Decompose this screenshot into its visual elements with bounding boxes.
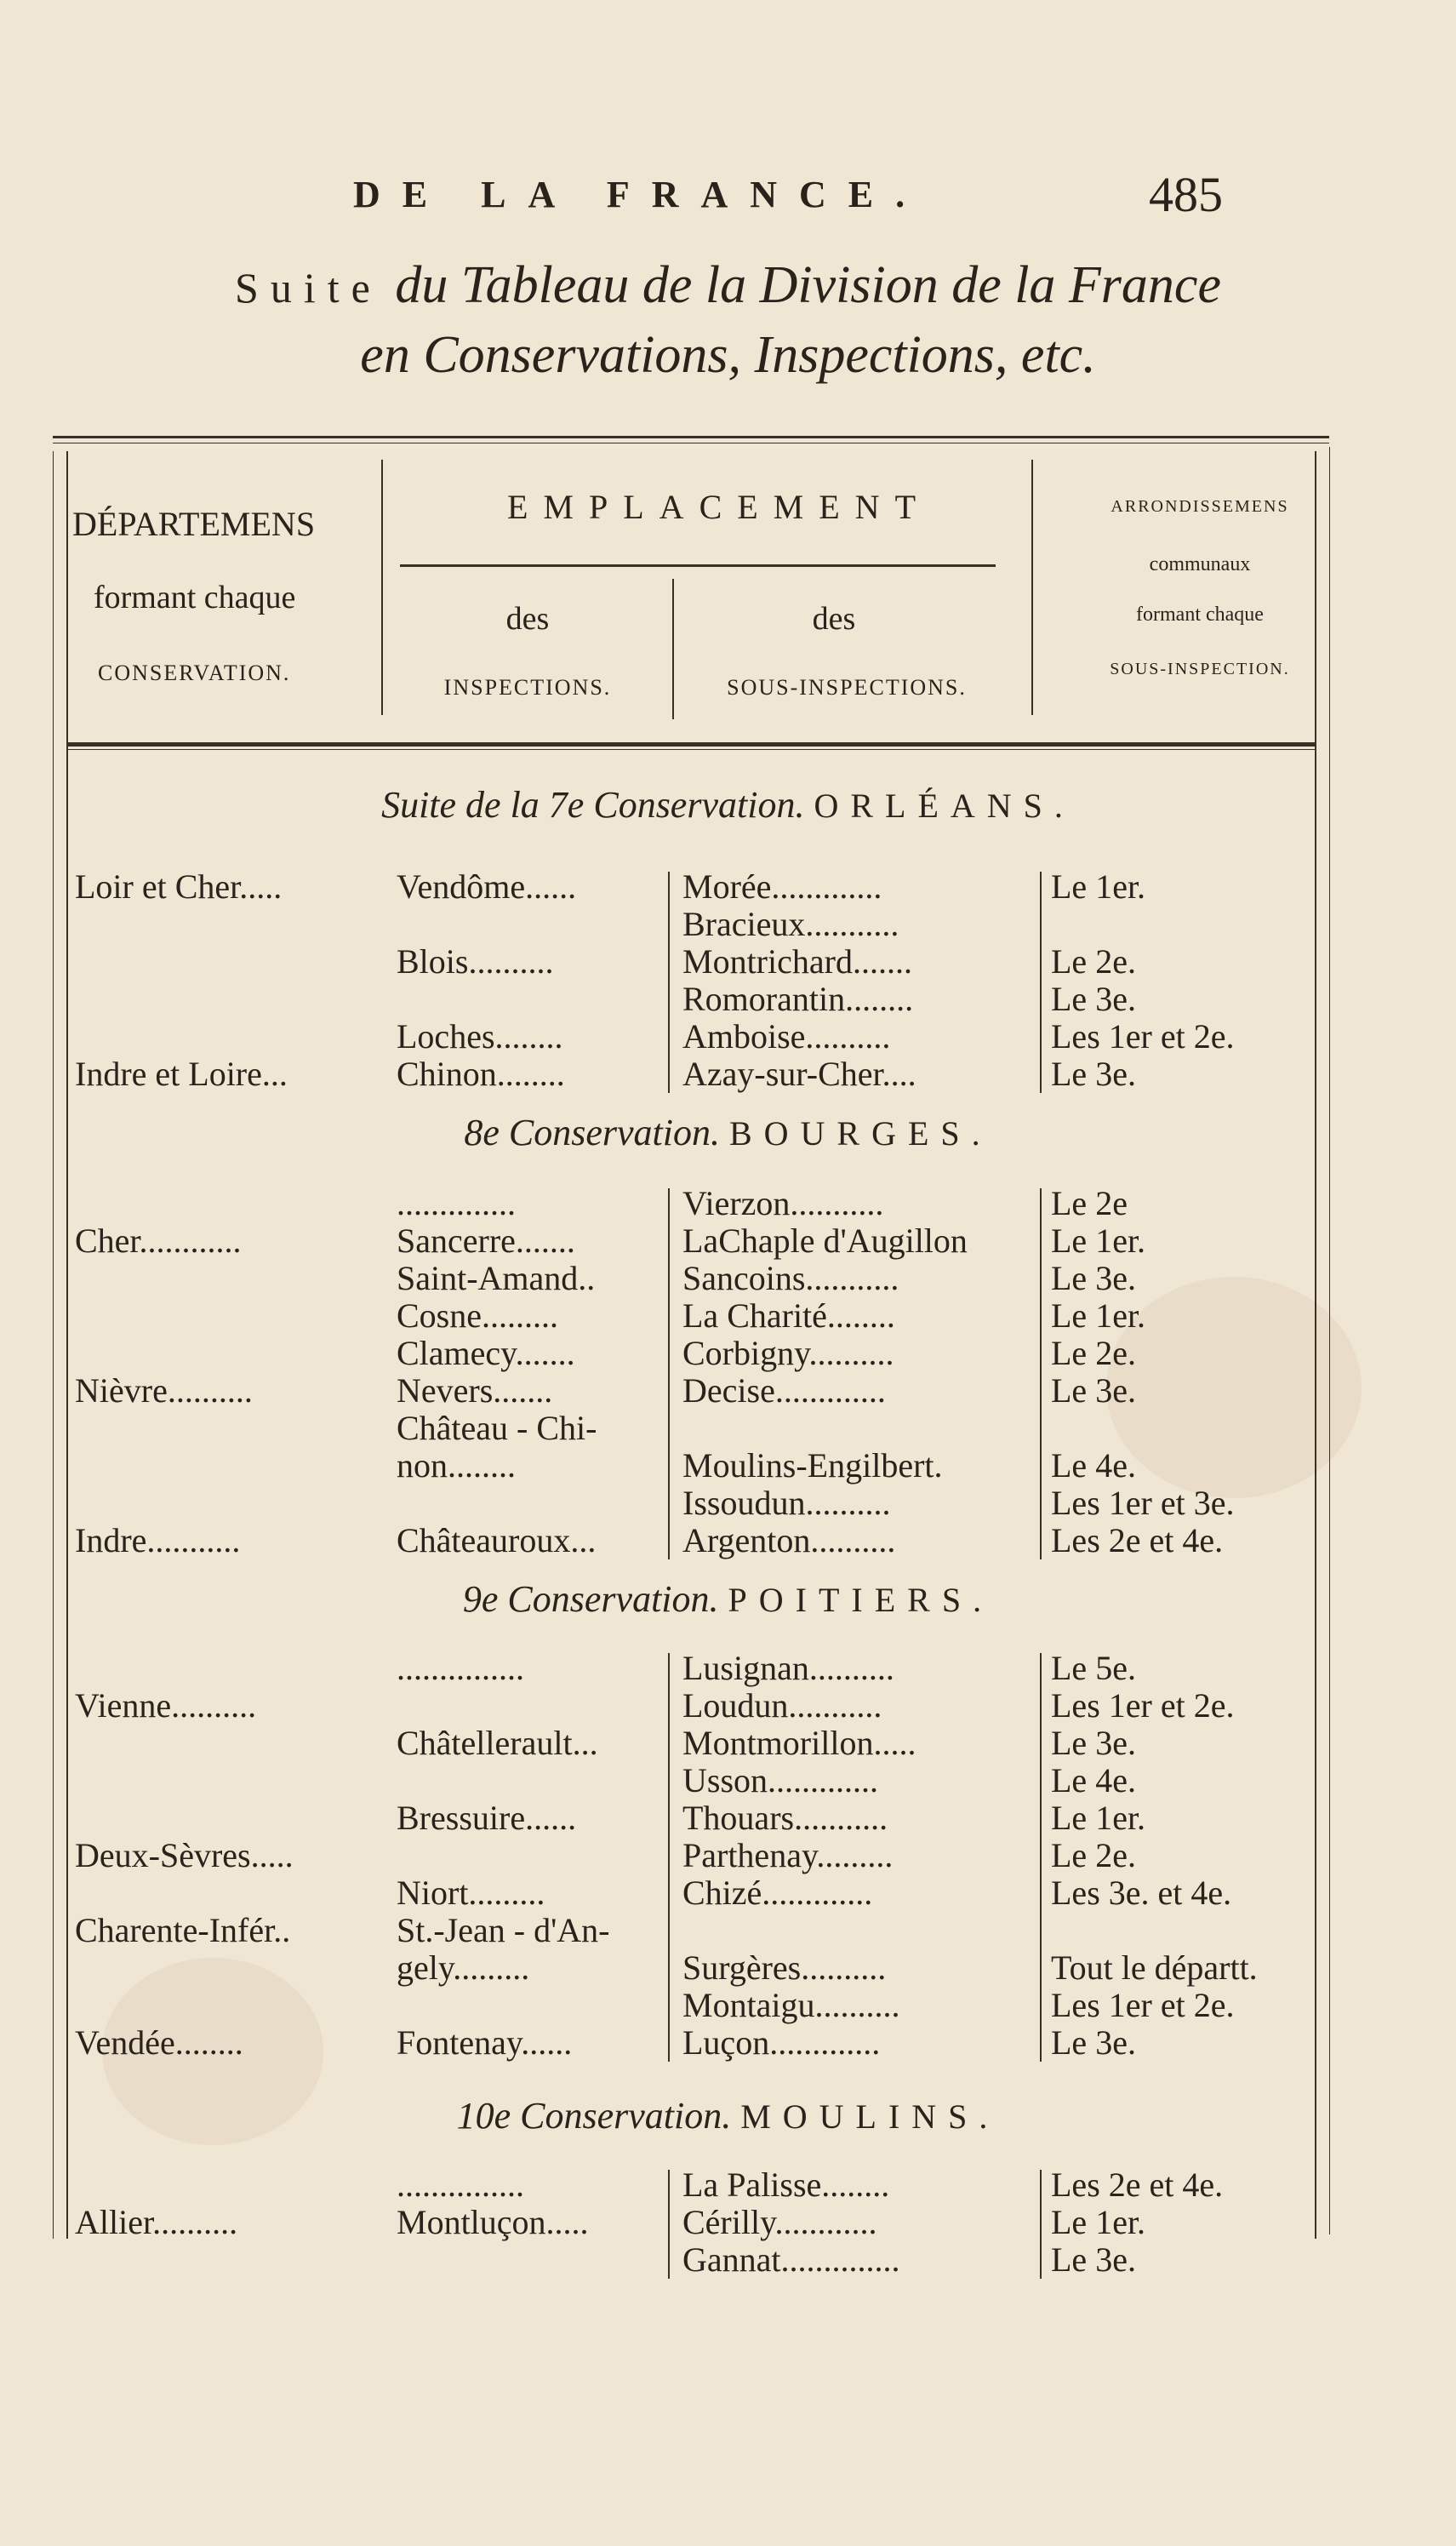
table-left-border-inner	[66, 451, 68, 2239]
cell-arr: Les 1er et 3e.	[1051, 1484, 1235, 1522]
section-head-9	[0, 1577, 1456, 1621]
header-arrondissemens: ARRONDISSEMENS	[1111, 497, 1289, 516]
cell-sous: Argenton..........	[682, 1521, 896, 1559]
cell-insp: Châtellerault...	[397, 1724, 598, 1762]
header-divider-1	[381, 460, 383, 715]
section-city: MOULINS.	[740, 2097, 1000, 2136]
cell-insp: ..............	[397, 1184, 516, 1222]
cell-insp: non........	[397, 1446, 516, 1485]
cell-sous: La Palisse........	[682, 2166, 890, 2204]
cell-sous: Vierzon...........	[682, 1184, 884, 1222]
cell-insp: Saint-Amand..	[397, 1259, 596, 1297]
main-title-line-2: en Conservations, Inspections, etc.	[360, 326, 1096, 384]
cell-arr: Le 3e.	[1051, 980, 1136, 1018]
cell-sous: Loudun...........	[682, 1686, 882, 1725]
cell-insp: Châteauroux...	[397, 1521, 597, 1559]
cell-dep: Loir et Cher.....	[75, 867, 283, 906]
main-title-line-1	[0, 255, 1456, 316]
cell-sous: LaChaple d'Augillon	[682, 1222, 968, 1260]
cell-sous: Montmorillon.....	[682, 1724, 916, 1762]
column-separator	[668, 1188, 670, 1559]
header-divider-2	[672, 579, 674, 719]
column-separator	[1040, 872, 1042, 1093]
cell-arr: Le 3e.	[1051, 1371, 1136, 1410]
header-des-1: des	[505, 601, 550, 637]
cell-insp: Château - Chi-	[397, 1409, 597, 1447]
section-city: ORLÉANS.	[814, 787, 1075, 825]
cell-arr: Le 3e.	[1051, 1259, 1136, 1297]
cell-arr: Le 1er.	[1051, 867, 1146, 906]
column-separator	[1040, 1653, 1042, 2062]
cell-insp: Nevers.......	[397, 1371, 553, 1410]
cell-arr: Tout le départt.	[1051, 1948, 1258, 1987]
cell-sous: Moulins-Engilbert.	[682, 1446, 943, 1485]
table-right-border	[1315, 451, 1316, 2239]
cell-dep: Deux-Sèvres.....	[75, 1836, 294, 1874]
column-separator	[1040, 2170, 1042, 2279]
cell-sous: Sancoins...........	[682, 1259, 899, 1297]
page-number: 485	[1149, 167, 1223, 222]
running-head	[0, 166, 1456, 226]
header-sous-inspections: SOUS-INSPECTIONS.	[727, 675, 967, 700]
cell-insp: Cosne.........	[397, 1296, 558, 1335]
cell-insp: ...............	[397, 1649, 524, 1687]
header-bottom-rule	[68, 742, 1315, 747]
cell-arr: Le 2e.	[1051, 942, 1136, 981]
header-emplacement: EMPLACEMENT	[507, 488, 931, 526]
cell-sous: Montrichard.......	[682, 942, 912, 981]
cell-sous: Montaigu..........	[682, 1986, 900, 2024]
table-right-border-outer	[1329, 447, 1330, 2234]
section-head-8	[0, 1111, 1456, 1154]
section-label: 9e Conservation.	[462, 1578, 719, 1620]
cell-dep: Indre...........	[75, 1521, 241, 1559]
emplacement-brace	[400, 564, 996, 567]
cell-sous: Decise.............	[682, 1371, 886, 1410]
cell-insp: Blois..........	[397, 942, 554, 981]
cell-arr: Le 3e.	[1051, 2023, 1136, 2062]
column-separator	[668, 872, 670, 1093]
header-des-2: des	[812, 601, 856, 637]
cell-sous: Parthenay.........	[682, 1836, 894, 1874]
cell-arr: Les 2e et 4e.	[1051, 2166, 1224, 2204]
cell-insp: Montluçon.....	[397, 2203, 589, 2241]
cell-insp: gely.........	[397, 1948, 530, 1987]
cell-insp: Clamecy.......	[397, 1334, 575, 1372]
header-sous-inspection: SOUS-INSPECTION.	[1110, 660, 1290, 678]
section-label: 10e Conservation.	[456, 2095, 732, 2137]
cell-arr: Les 1er et 2e.	[1051, 1017, 1235, 1056]
cell-sous: Luçon.............	[682, 2023, 881, 2062]
cell-dep: Indre et Loire...	[75, 1055, 288, 1093]
cell-arr: Les 2e et 4e.	[1051, 1521, 1224, 1559]
cell-dep: Charente-Infér..	[75, 1911, 291, 1949]
header-formant-chaque: formant chaque	[94, 580, 296, 615]
cell-insp: Bressuire......	[397, 1799, 577, 1837]
cell-sous: La Charité........	[682, 1296, 895, 1335]
cell-sous: Romorantin........	[682, 980, 914, 1018]
column-separator	[668, 1653, 670, 2062]
cell-arr: Le 3e.	[1051, 2240, 1136, 2279]
cell-dep: Allier..........	[75, 2203, 238, 2241]
section-city: BOURGES.	[728, 1114, 992, 1153]
cell-insp: Niort.........	[397, 1874, 545, 1912]
section-head-7	[0, 783, 1456, 827]
cell-sous: Thouars...........	[682, 1799, 888, 1837]
header-inspections: INSPECTIONS.	[443, 675, 612, 700]
cell-arr: Le 2e	[1051, 1184, 1128, 1222]
cell-sous: Bracieux...........	[682, 905, 899, 943]
cell-arr: Le 3e.	[1051, 1724, 1136, 1762]
title-suite: Suite	[235, 264, 382, 312]
cell-insp: Chinon........	[397, 1055, 565, 1093]
cell-arr: Le 4e.	[1051, 1761, 1136, 1799]
cell-arr: Le 4e.	[1051, 1446, 1136, 1485]
header-conservation: CONSERVATION.	[98, 661, 291, 685]
title-line-1-rest: du Tableau de la Division de la France	[395, 256, 1221, 314]
header-departemens: DÉPARTEMENS	[72, 505, 316, 543]
cell-insp: ...............	[397, 2166, 524, 2204]
header-divider-3	[1031, 460, 1033, 715]
header-formant-chaque-arr: formant chaque	[1136, 604, 1264, 626]
cell-dep: Vendée........	[75, 2023, 243, 2062]
section-head-10	[0, 2094, 1456, 2137]
running-head-title: DE LA FRANCE.	[353, 174, 928, 215]
column-separator	[668, 2170, 670, 2279]
cell-sous: Cérilly............	[682, 2203, 877, 2241]
cell-arr: Le 1er.	[1051, 1222, 1146, 1260]
cell-sous: Morée.............	[682, 867, 882, 906]
cell-arr: Le 1er.	[1051, 1296, 1146, 1335]
cell-insp: Vendôme......	[397, 867, 577, 906]
column-separator	[1040, 1188, 1042, 1559]
cell-dep: Vienne..........	[75, 1686, 257, 1725]
section-city: POITIERS.	[728, 1581, 994, 1619]
cell-insp: Loches........	[397, 1017, 563, 1056]
cell-sous: Corbigny..........	[682, 1334, 894, 1372]
cell-arr: Le 2e.	[1051, 1334, 1136, 1372]
cell-insp: St.-Jean - d'An-	[397, 1911, 610, 1949]
cell-sous: Azay-sur-Cher....	[682, 1055, 916, 1093]
cell-arr: Les 1er et 2e.	[1051, 1986, 1235, 2024]
cell-arr: Le 2e.	[1051, 1836, 1136, 1874]
cell-arr: Les 1er et 2e.	[1051, 1686, 1235, 1725]
section-label: Suite de la 7e Conservation.	[381, 784, 805, 826]
cell-dep: Nièvre..........	[75, 1371, 253, 1410]
cell-arr: Le 1er.	[1051, 2203, 1146, 2241]
table-top-rule	[53, 436, 1329, 438]
section-label: 8e Conservation.	[464, 1112, 720, 1153]
cell-dep: Cher............	[75, 1222, 242, 1260]
header-bottom-rule-thin	[68, 749, 1315, 750]
cell-arr: Les 3e. et 4e.	[1051, 1874, 1232, 1912]
cell-arr: Le 5e.	[1051, 1649, 1136, 1687]
cell-insp: Sancerre.......	[397, 1222, 575, 1260]
cell-sous: Gannat..............	[682, 2240, 900, 2279]
cell-sous: Chizé.............	[682, 1874, 873, 1912]
cell-arr: Le 3e.	[1051, 1055, 1136, 1093]
header-communaux: communaux	[1149, 553, 1251, 575]
cell-sous: Issoudun..........	[682, 1484, 891, 1522]
cell-insp: Fontenay......	[397, 2023, 573, 2062]
cell-sous: Lusignan..........	[682, 1649, 894, 1687]
cell-arr: Le 1er.	[1051, 1799, 1146, 1837]
cell-sous: Surgères..........	[682, 1948, 887, 1987]
cell-sous: Usson.............	[682, 1761, 879, 1799]
table-left-border	[53, 451, 54, 2239]
cell-sous: Amboise..........	[682, 1017, 891, 1056]
